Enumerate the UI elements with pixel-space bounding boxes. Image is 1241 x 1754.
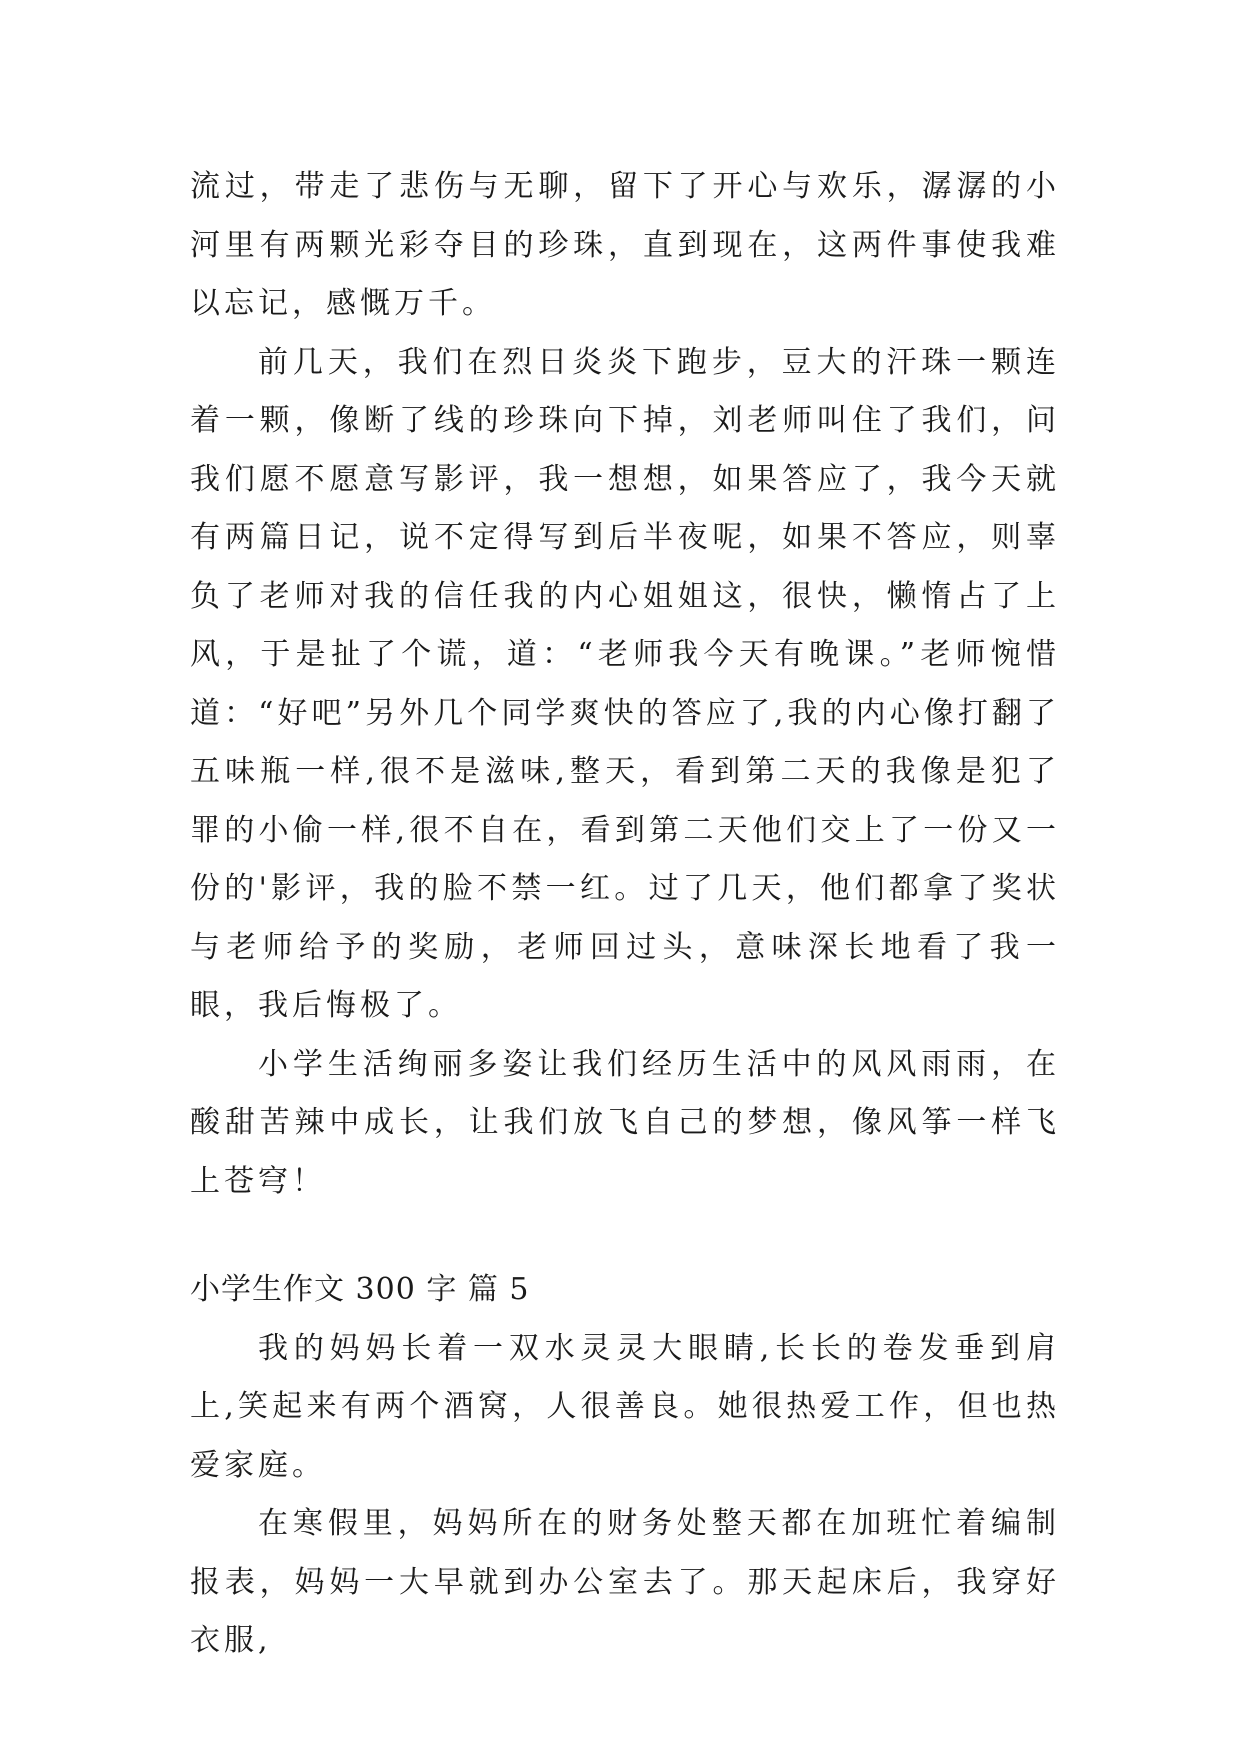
paragraph-continuation: 流过，带走了悲伤与无聊，留下了开心与欢乐，潺潺的小河里有两颗光彩夺目的珍珠，直到现在，这两件事使我难以忘记，感慨万千。 xyxy=(190,169,1060,321)
paragraph-mother-description: 我的妈妈长着一双水灵灵大眼睛,长长的卷发垂到肩上,笑起来有两个酒窝，人很善良。她很热爱工作，但也热爱家庭。 xyxy=(190,1330,1060,1483)
paragraph-running: 前几天，我们在烈日炎炎下跑步，豆大的汗珠一颗连着一颗，像断了线的珍珠向下掉，刘老师叫住了我们，问我们愿不愿意写影评，我一想想，如果答应了，我今天就有两篇日记，说不定得写到后半夜呢，如果不答应，则辜负了老师对我的信任我的内心姐姐这，很快，懒惰占了上风，于是扯了个谎，道：“老师我今天有晚课。”老师惋惜道：“好吧”另外几个同学爽快的答应了,我的内心像打翻了五味瓶一样,很不是滋味,整天，看到第二天的我像是犯了罪的小偷一样,很不自在，看到第二天他们交上了一份又一份的'影评，我的脸不禁一红。过了几天，他们都拿了奖状与老师给予的奖励，老师回过头，意味深长地看了我一眼，我后悔极了。 xyxy=(190,344,1060,1023)
section-heading: 小学生作文 300 字 篇 5 xyxy=(190,1272,530,1307)
paragraph-conclusion: 小学生活绚丽多姿让我们经历生活中的风风雨雨，在酸甜苦辣中成长，让我们放飞自己的梦想，像风筝一样飞上苍穹！ xyxy=(190,1046,1060,1199)
section-spacer xyxy=(190,1211,1060,1261)
paragraph-winter-break: 在寒假里，妈妈所在的财务处整天都在加班忙着编制报表，妈妈一大早就到办公室去了。那天起床后，我穿好衣服, xyxy=(190,1506,1060,1658)
document-body xyxy=(190,158,1060,1671)
